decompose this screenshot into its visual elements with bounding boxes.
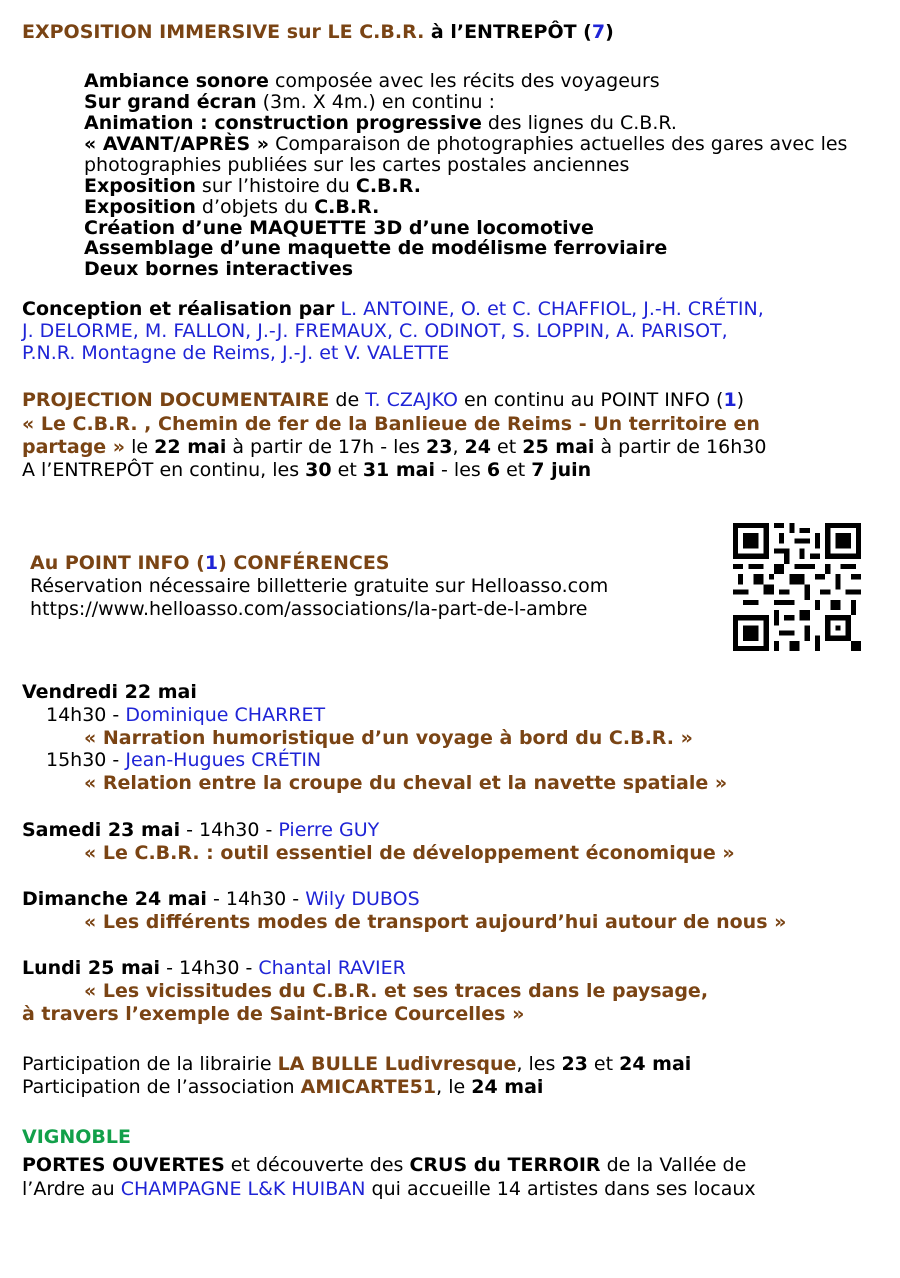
expo-item: Sur grand écran (3m. X 4m.) en continu : (84, 91, 496, 113)
expo-item: Deux bornes interactives (84, 258, 354, 280)
expo-title: EXPOSITION IMMERSIVE sur LE C.B.R. à l’ENTREPÔT (7) (22, 21, 614, 43)
day-line: Samedi 23 mai - 14h30 - Pierre GUY (22, 819, 380, 841)
vignoble-title: VIGNOBLE (22, 1126, 131, 1148)
expo-item: Assemblage d’une maquette de modélisme ferroviaire (84, 237, 668, 259)
expo-credits: J. DELORME, M. FALLON, J.-J. FREMAUX, C. ODINOT, S. LOPPIN, A. PARISOT, (22, 320, 728, 342)
expo-item: photographies publiées sur les cartes postales anciennes (84, 154, 630, 176)
reservation-url[interactable]: https://www.helloasso.com/associations/la-part-de-l-ambre (30, 598, 588, 620)
talk-title: « Le C.B.R. : outil essentiel de développement économique » (84, 842, 735, 864)
expo-item: Création d’une MAQUETTE 3D d’une locomotive (84, 217, 594, 239)
qr-code-icon[interactable] (733, 523, 861, 651)
vignoble-text: l’Ardre au CHAMPAGNE L&K HUIBAN qui accueille 14 artistes dans ses locaux (22, 1178, 756, 1200)
talk-title: « Les différents modes de transport aujourd’hui autour de nous » (84, 911, 787, 933)
expo-item: Exposition sur l’histoire du C.B.R. (84, 175, 421, 197)
talk-title: « Les vicissitudes du C.B.R. et ses traces dans le paysage, (84, 980, 709, 1002)
projection-dates: A l’ENTREPÔT en continu, les 30 et 31 mai - les 6 et 7 juin (22, 459, 592, 481)
projection-title: PROJECTION DOCUMENTAIRE de T. CZAJKO en continu au POINT INFO (1) (22, 389, 745, 411)
film-title: « Le C.B.R. , Chemin de fer de la Banlieue de Reims - Un territoire en (22, 413, 760, 435)
expo-item: « AVANT/APRÈS » Comparaison de photographies actuelles des gares avec les (84, 133, 848, 155)
talk-line: 15h30 - Jean-Hugues CRÉTIN (46, 749, 322, 771)
talk-line: 14h30 - Dominique CHARRET (46, 704, 326, 726)
participation-librairie: Participation de la librairie LA BULLE Ludivresque, les 23 et 24 mai (22, 1053, 692, 1075)
expo-item: Ambiance sonore composée avec les récits des voyageurs (84, 70, 660, 92)
expo-item: Exposition d’objets du C.B.R. (84, 196, 380, 218)
expo-credits: P.N.R. Montagne de Reims, J.-J. et V. VALETTE (22, 342, 450, 364)
talk-title: « Narration humoristique d’un voyage à bord du C.B.R. » (84, 727, 693, 749)
talk-title: « Relation entre la croupe du cheval et la navette spatiale » (84, 772, 728, 794)
talk-title: à travers l’exemple de Saint-Brice Courcelles » (22, 1003, 525, 1025)
conferences-title: Au POINT INFO (1) CONFÉRENCES (30, 552, 390, 574)
vignoble-text: PORTES OUVERTES et découverte des CRUS du TERROIR de la Vallée de (22, 1154, 747, 1176)
reservation-text: Réservation nécessaire billetterie gratuite sur Helloasso.com (30, 575, 609, 597)
day-line: Lundi 25 mai - 14h30 - Chantal RAVIER (22, 957, 406, 979)
day-line: Dimanche 24 mai - 14h30 - Wily DUBOS (22, 888, 420, 910)
participation-association: Participation de l’association AMICARTE51, le 24 mai (22, 1076, 544, 1098)
expo-item: Animation : construction progressive des lignes du C.B.R. (84, 112, 677, 134)
day-heading: Vendredi 22 mai (22, 681, 197, 703)
expo-credits: Conception et réalisation par L. ANTOINE, O. et C. CHAFFIOL, J.-H. CRÉTIN, (22, 298, 764, 320)
projection-dates: partage » le 22 mai à partir de 17h - les 23, 24 et 25 mai à partir de 16h30 (22, 436, 767, 458)
